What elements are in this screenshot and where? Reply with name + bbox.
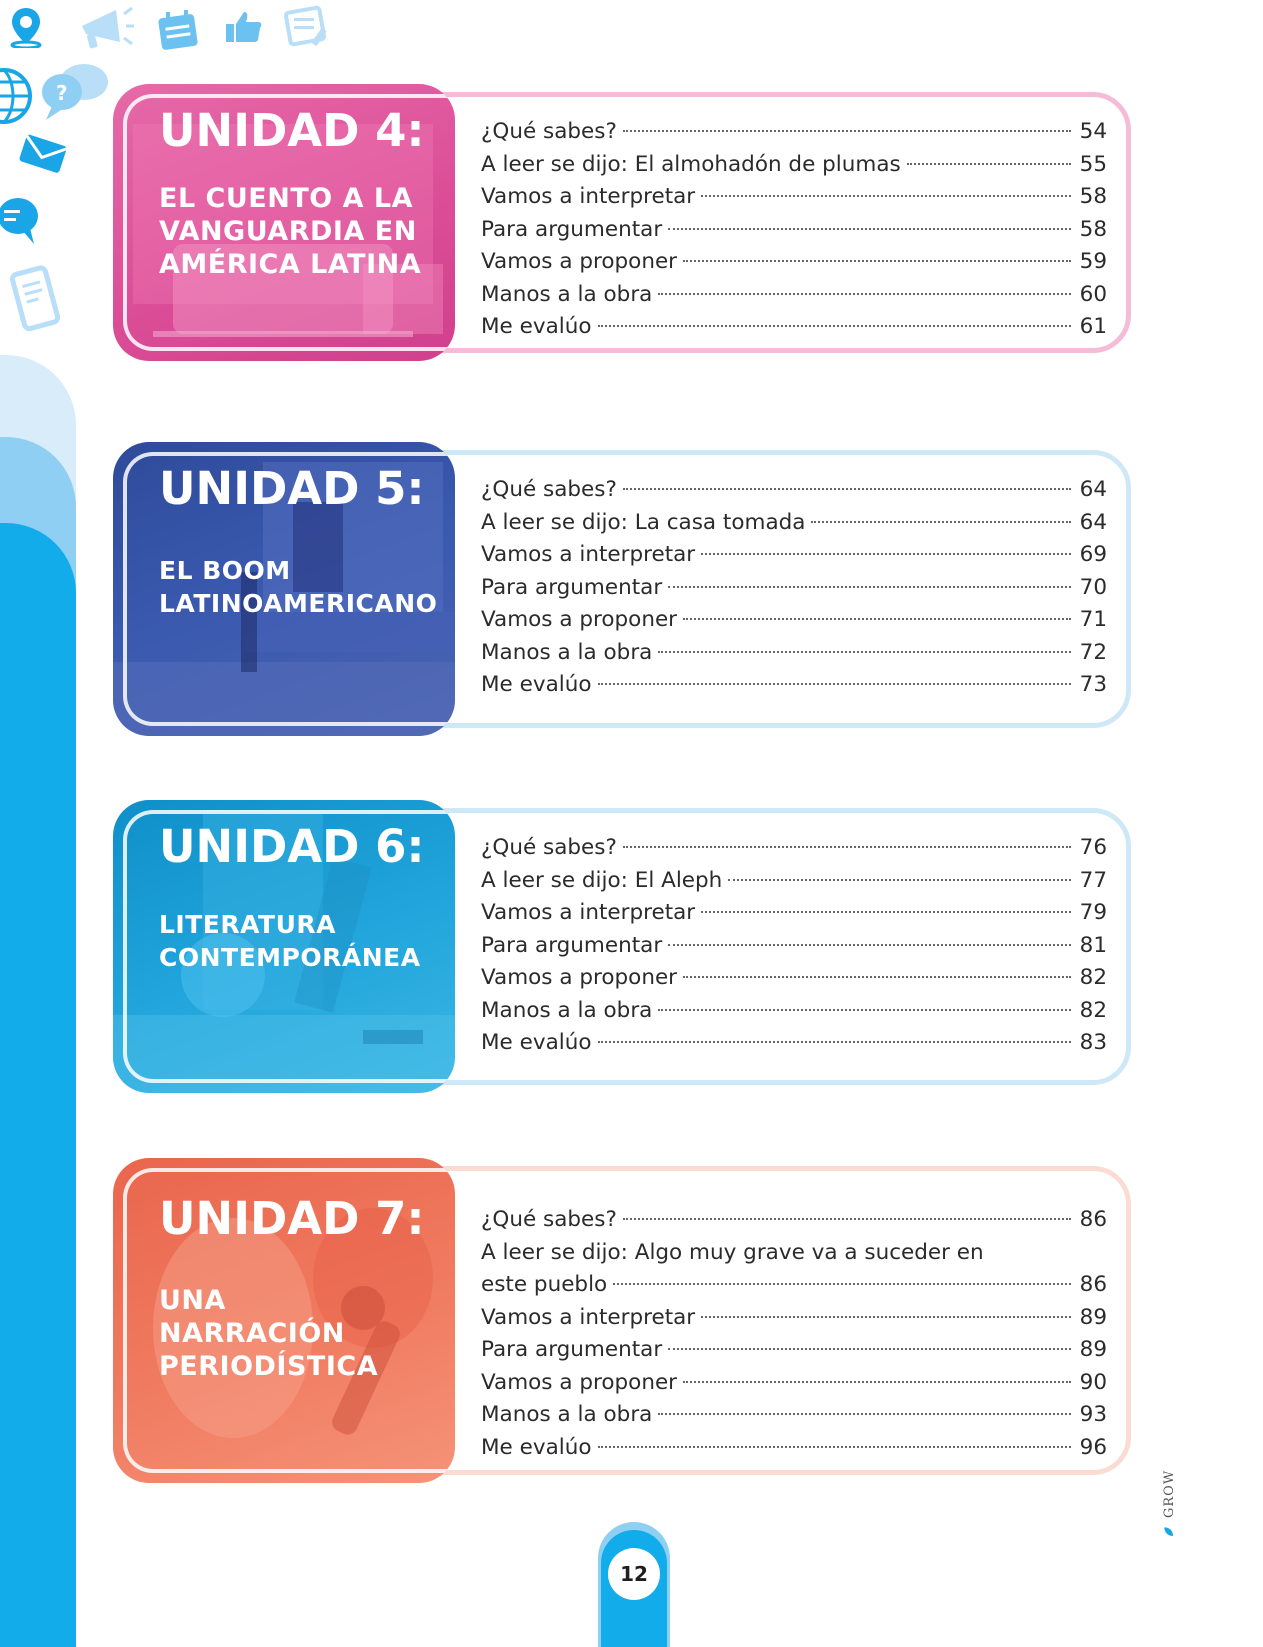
unit-5-contents <box>481 474 1107 702</box>
toc-entry-label: Manos a la obra <box>481 639 653 665</box>
toc-leader-dots <box>701 195 1071 197</box>
toc-entry-label: Para argumentar <box>481 932 663 958</box>
toc-entry-label: Me evalúo <box>481 1434 592 1460</box>
toc-leader-dots <box>613 1283 1071 1285</box>
toc-leader-dots <box>623 1218 1071 1220</box>
toc-entry[interactable] <box>481 930 1107 963</box>
toc-leader-dots <box>701 911 1071 913</box>
toc-leader-dots <box>598 325 1072 327</box>
toc-entry[interactable] <box>481 507 1107 540</box>
toc-leader-dots <box>598 683 1072 685</box>
toc-entry-label: A leer se dijo: El almohadón de plumas <box>481 151 901 177</box>
toc-entry[interactable] <box>481 572 1107 605</box>
toc-leader-dots <box>658 1009 1071 1011</box>
toc-entry[interactable] <box>481 1399 1107 1432</box>
toc-entry-page: 70 <box>1079 574 1107 600</box>
toc-entry-label: ¿Qué sabes? <box>481 119 617 144</box>
toc-entry-label: Vamos a interpretar <box>481 900 696 925</box>
toc-entry-label: Vamos a interpretar <box>481 542 696 567</box>
toc-leader-dots <box>811 521 1071 523</box>
toc-entry[interactable] <box>481 181 1107 214</box>
unit-7-block <box>113 1158 1131 1483</box>
toc-entry-label: Manos a la obra <box>481 281 653 307</box>
toc-leader-dots <box>701 1316 1071 1318</box>
toc-leader-dots <box>683 1381 1071 1383</box>
calendar-icon <box>156 8 202 54</box>
toc-entry-label: este pueblo <box>481 1272 608 1297</box>
toc-leader-dots <box>623 846 1071 848</box>
toc-entry-label: Para argumentar <box>481 574 663 600</box>
toc-entry-label: Manos a la obra <box>481 1402 653 1427</box>
toc-entry-label: Vamos a proponer <box>481 607 678 632</box>
toc-leader-dots <box>623 488 1071 490</box>
mail-icon <box>18 130 70 178</box>
toc-entry-page: 89 <box>1079 1304 1107 1330</box>
unit-6-block <box>113 800 1131 1093</box>
brand-name: GROW <box>1162 1469 1177 1518</box>
toc-entry[interactable] <box>481 832 1107 865</box>
toc-entry-label: Me evalúo <box>481 1030 592 1055</box>
toc-entry-page: 79 <box>1079 900 1107 925</box>
toc-entry-page: 86 <box>1079 1207 1107 1232</box>
toc-entry[interactable] <box>481 246 1107 279</box>
news-icon <box>282 4 332 50</box>
toc-entry-label: ¿Qué sabes? <box>481 1207 617 1232</box>
toc-leader-dots <box>668 586 1071 588</box>
toc-entry[interactable] <box>481 279 1107 312</box>
toc-entry-page: 90 <box>1079 1369 1107 1395</box>
toc-entry-page: 60 <box>1079 281 1107 307</box>
grow-logo-icon <box>1160 1526 1178 1546</box>
toc-entry[interactable] <box>481 1367 1107 1400</box>
tablet-icon <box>10 264 62 332</box>
toc-leader-dots <box>658 293 1071 295</box>
toc-entry-label: Para argumentar <box>481 216 663 242</box>
toc-entry-page: 93 <box>1079 1402 1107 1427</box>
toc-entry-page: 89 <box>1079 1337 1107 1362</box>
toc-entry-page: 82 <box>1079 965 1107 990</box>
unit-5-title: UNIDAD 5: <box>159 462 425 515</box>
unit-5-block <box>113 442 1131 736</box>
toc-entry-label: Manos a la obra <box>481 997 653 1023</box>
unit-7-title: UNIDAD 7: <box>159 1192 425 1245</box>
toc-entry-page: 77 <box>1079 867 1107 893</box>
unit-6-card <box>113 800 455 1093</box>
toc-entry[interactable] <box>481 539 1107 572</box>
toc-entry-page: 83 <box>1079 1030 1107 1055</box>
toc-entry[interactable] <box>481 962 1107 995</box>
toc-entry-page: 59 <box>1079 249 1107 274</box>
toc-entry-label: Vamos a proponer <box>481 1369 678 1395</box>
unit-6-contents <box>481 832 1107 1060</box>
toc-entry[interactable] <box>481 116 1107 149</box>
toc-leader-dots <box>683 260 1071 262</box>
thumbs-up-icon <box>224 10 264 46</box>
location-pin-icon <box>8 6 44 48</box>
toc-entry-label: Me evalúo <box>481 672 592 697</box>
toc-entry[interactable] <box>481 1027 1107 1060</box>
globe-icon <box>0 66 34 126</box>
page-number: 12 <box>608 1548 660 1600</box>
toc-entry[interactable] <box>481 897 1107 930</box>
toc-entry-page: 73 <box>1079 672 1107 697</box>
toc-entry-label: Vamos a proponer <box>481 249 678 274</box>
toc-entry[interactable] <box>481 669 1107 702</box>
toc-entry-page: 76 <box>1079 835 1107 860</box>
toc-entry[interactable] <box>481 995 1107 1028</box>
unit-4-contents <box>481 116 1107 344</box>
toc-entry-label: Para argumentar <box>481 1337 663 1362</box>
toc-entry[interactable] <box>481 604 1107 637</box>
toc-entry-page: 81 <box>1079 932 1107 958</box>
toc-leader-dots <box>668 1348 1071 1350</box>
toc-leader-dots <box>907 163 1071 165</box>
toc-entry-page: 82 <box>1079 997 1107 1023</box>
unit-4-subtitle: EL CUENTO A LA VANGUARDIA EN AMÉRICA LATINA <box>159 183 422 280</box>
toc-entry-label: A leer se dijo: La casa tomada <box>481 509 806 535</box>
toc-leader-dots <box>598 1446 1072 1448</box>
toc-entry-page: 55 <box>1079 151 1107 177</box>
toc-entry-label: Vamos a proponer <box>481 965 678 990</box>
toc-entry-page: 64 <box>1079 477 1107 502</box>
toc-entry[interactable] <box>481 474 1107 507</box>
toc-entry-page: 86 <box>1079 1272 1107 1297</box>
toc-leader-dots <box>683 618 1071 620</box>
toc-entry-label: ¿Qué sabes? <box>481 835 617 860</box>
toc-entry-label: Vamos a interpretar <box>481 1304 696 1330</box>
megaphone-icon <box>76 4 136 54</box>
toc-entry-page: 96 <box>1079 1434 1107 1460</box>
toc-leader-dots <box>683 976 1071 978</box>
toc-entry-label: A leer se dijo: Algo muy grave va a suceder en <box>481 1239 984 1265</box>
toc-entry-page: 58 <box>1079 184 1107 209</box>
toc-leader-dots <box>658 651 1071 653</box>
toc-entry-page: 64 <box>1079 509 1107 535</box>
toc-entry[interactable] <box>481 1432 1107 1465</box>
unit-7-contents <box>481 1204 1107 1464</box>
toc-entry[interactable] <box>481 637 1107 670</box>
toc-entry-first-line[interactable] <box>481 1237 1107 1270</box>
unit-7-card <box>113 1158 455 1483</box>
toc-entry[interactable] <box>481 865 1107 898</box>
toc-leader-dots <box>701 553 1071 555</box>
toc-entry-page: 58 <box>1079 216 1107 242</box>
unit-5-subtitle: EL BOOM LATINOAMERICANO <box>159 556 438 618</box>
toc-entry[interactable] <box>481 214 1107 247</box>
side-band-dark <box>0 523 76 1647</box>
toc-entry-page: 71 <box>1079 607 1107 632</box>
unit-4-block <box>113 84 1131 361</box>
toc-entry-page: 54 <box>1079 119 1107 144</box>
toc-leader-dots <box>728 879 1071 881</box>
toc-leader-dots <box>598 1041 1072 1043</box>
toc-leader-dots <box>668 228 1071 230</box>
unit-4-title: UNIDAD 4: <box>159 104 425 157</box>
svg-text:?: ? <box>56 81 68 105</box>
chat-bubble-icon <box>38 60 112 122</box>
toc-entry[interactable] <box>481 1269 1107 1302</box>
toc-leader-dots <box>658 1413 1071 1415</box>
toc-leader-dots <box>623 130 1071 132</box>
unit-5-card <box>113 442 455 736</box>
toc-entry[interactable] <box>481 311 1107 344</box>
toc-entry[interactable] <box>481 1334 1107 1367</box>
toc-entry[interactable] <box>481 1204 1107 1237</box>
toc-entry-page: 72 <box>1079 639 1107 665</box>
toc-entry[interactable] <box>481 1302 1107 1335</box>
toc-entry-label: Me evalúo <box>481 314 592 339</box>
unit-6-title: UNIDAD 6: <box>159 820 425 873</box>
toc-entry-label: A leer se dijo: El Aleph <box>481 867 723 893</box>
unit-4-card <box>113 84 455 361</box>
toc-entry[interactable] <box>481 149 1107 182</box>
speech-bubble-icon <box>0 192 44 246</box>
unit-6-subtitle: LITERATURA CONTEMPORÁNEA <box>159 910 421 972</box>
toc-leader-dots <box>668 944 1071 946</box>
toc-entry-page: 61 <box>1079 314 1107 339</box>
toc-entry-page: 69 <box>1079 542 1107 567</box>
unit-7-subtitle: UNA NARRACIÓN PERIODÍSTICA <box>159 1285 379 1382</box>
toc-entry-label: ¿Qué sabes? <box>481 477 617 502</box>
toc-entry-label: Vamos a interpretar <box>481 184 696 209</box>
